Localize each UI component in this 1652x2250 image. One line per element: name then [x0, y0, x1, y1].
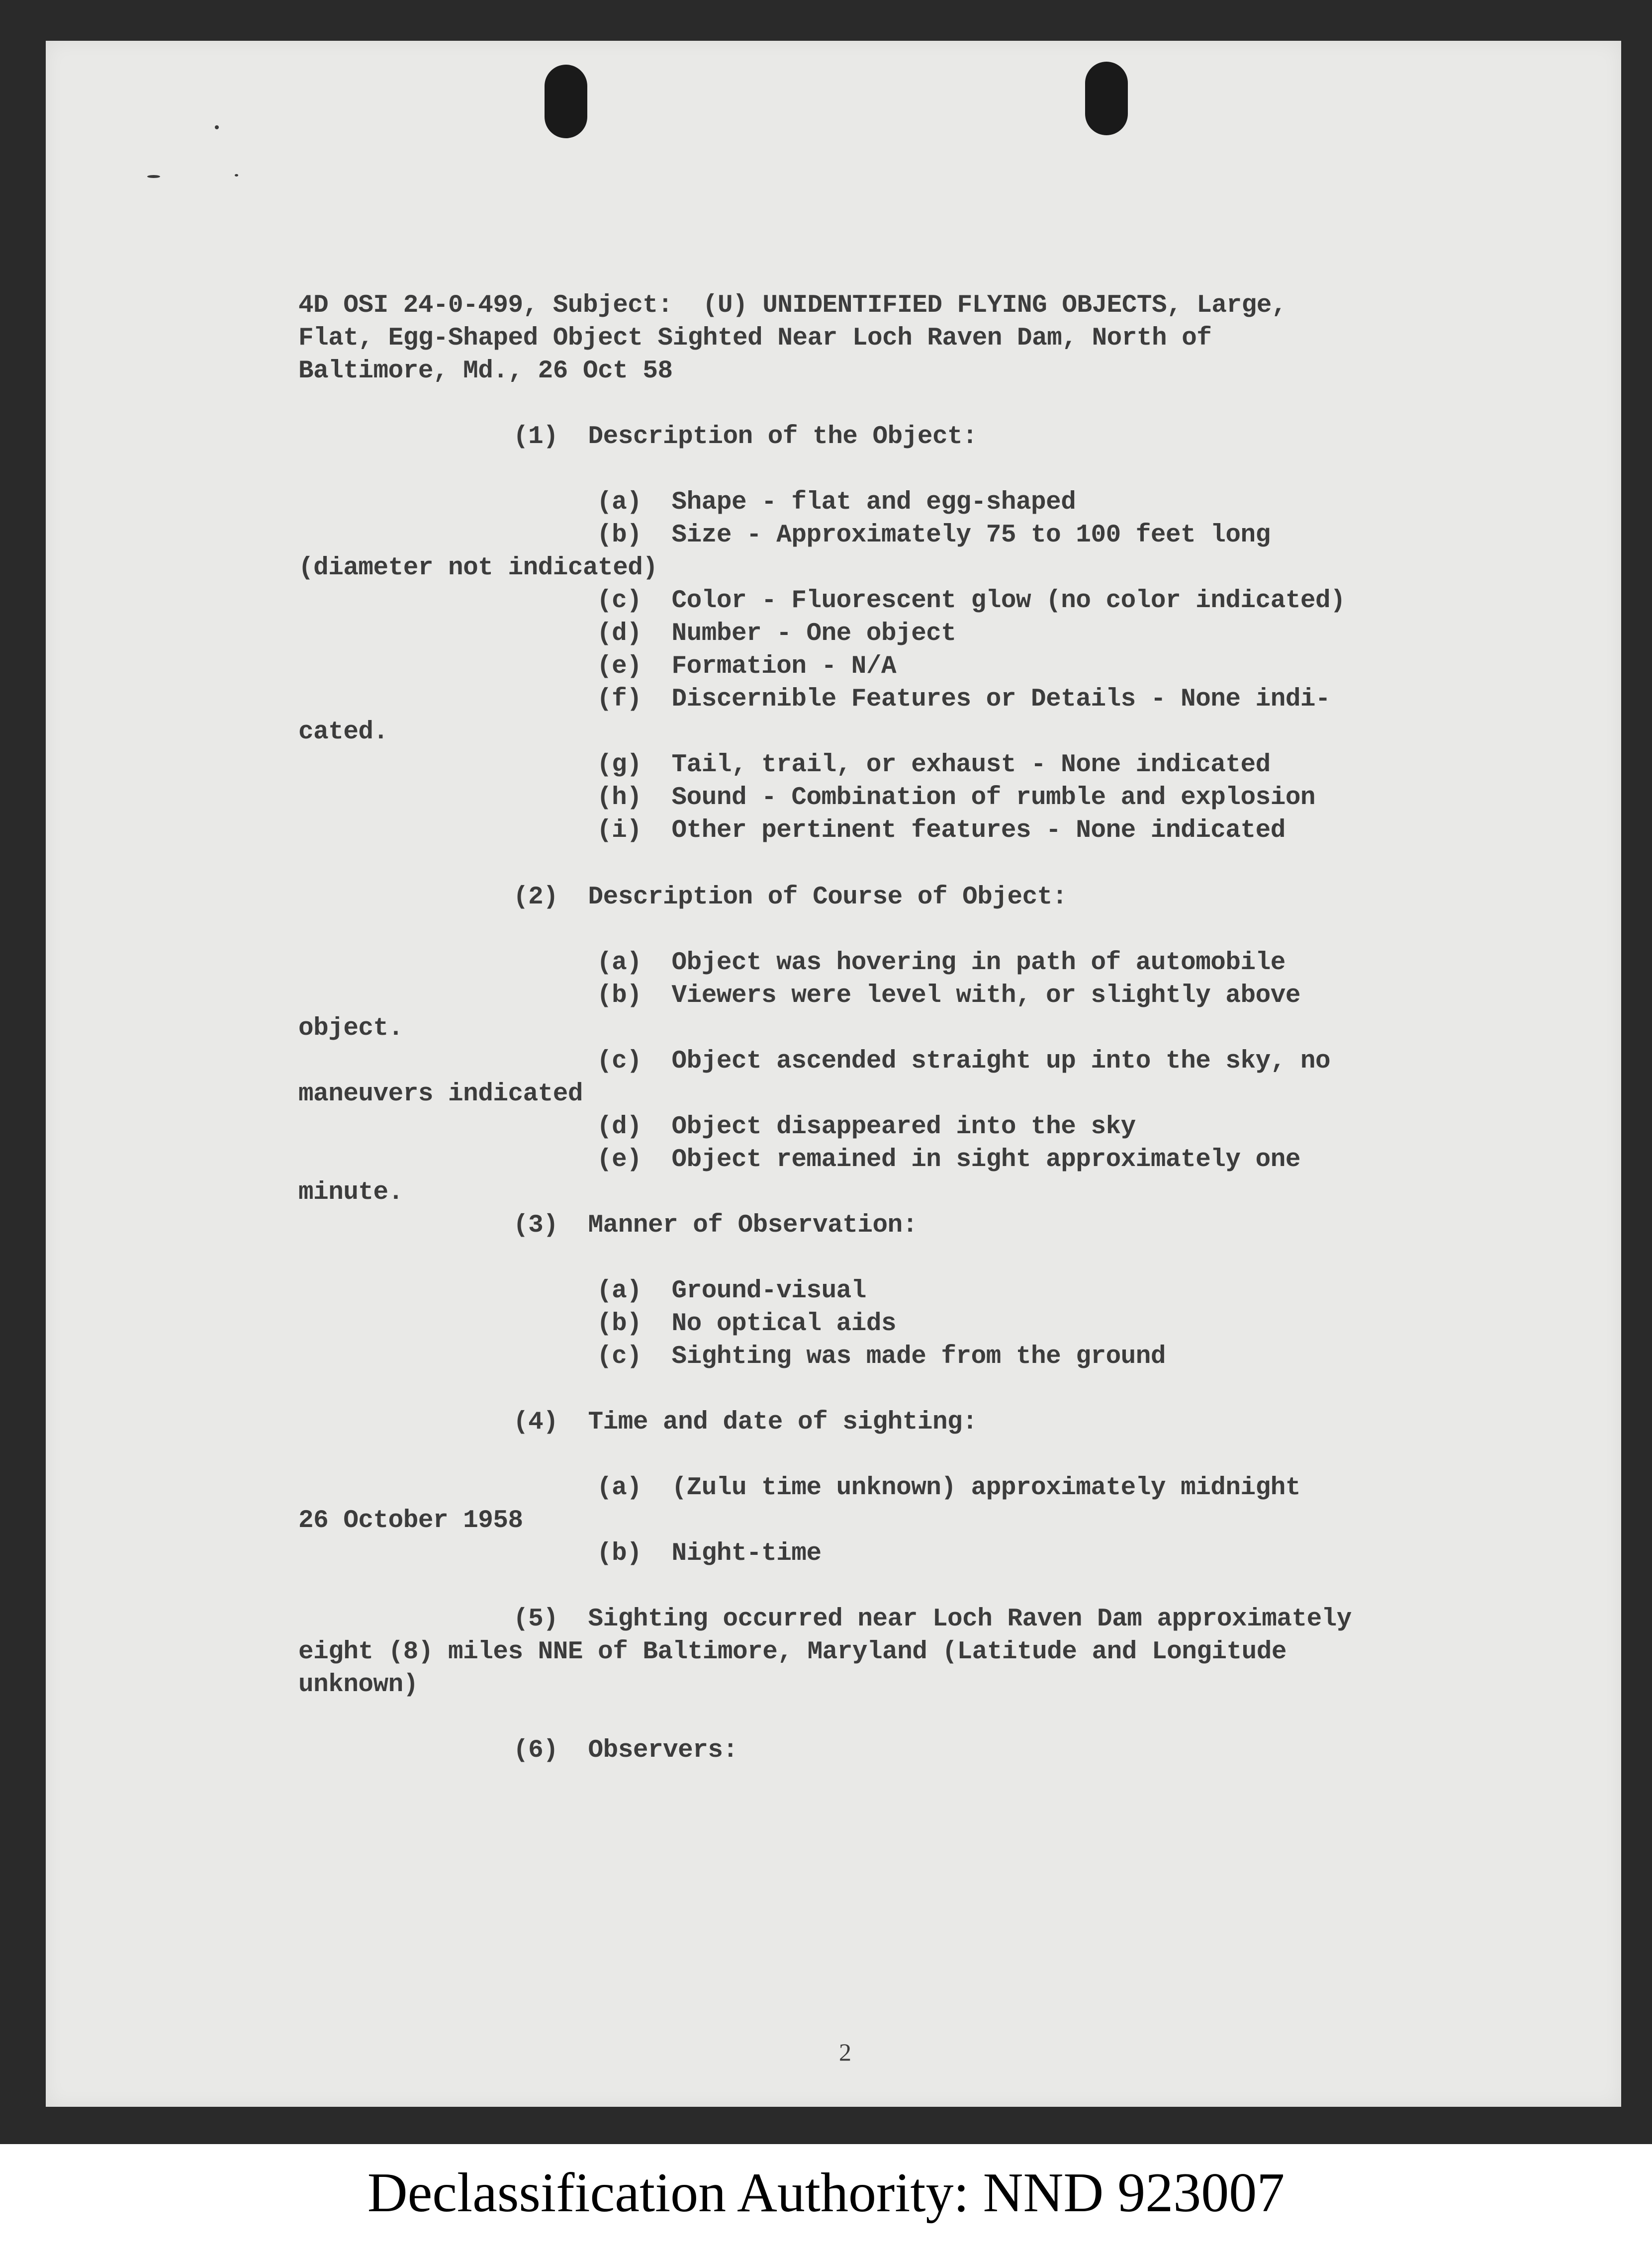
section-5-line-2: eight (8) miles NNE of Baltimore, Maryland (Latitude and Longitude: [298, 1638, 1286, 1666]
section-1-heading: (1) Description of the Object:: [513, 423, 978, 451]
s1-item-b: (b) Size - Approximately 75 to 100 feet long: [597, 521, 1271, 549]
s1-item-c: (c) Color - Fluorescent glow (no color indicated): [597, 587, 1346, 615]
s2-item-b-cont: object.: [298, 1014, 403, 1043]
s1-item-b-cont: (diameter not indicated): [298, 554, 658, 582]
s2-item-c-cont: maneuvers indicated: [298, 1080, 583, 1108]
section-5-line-1: (5) Sighting occurred near Loch Raven Dam approximately: [513, 1605, 1352, 1633]
declassification-footer: Declassification Authority: NND 923007: [367, 2162, 1285, 2224]
binder-hole-right: [1085, 62, 1128, 135]
s1-item-a: (a) Shape - flat and egg-shaped: [597, 488, 1076, 517]
page-number: 2: [839, 2038, 851, 2066]
s4-item-a: (a) (Zulu time unknown) approximately midnight: [597, 1474, 1300, 1502]
header-line-3: Baltimore, Md., 26 Oct 58: [298, 357, 673, 385]
binder-hole-left: [545, 65, 587, 138]
s3-item-b: (b) No optical aids: [597, 1310, 897, 1338]
s2-item-d: (d) Object disappeared into the sky: [597, 1113, 1136, 1141]
paper-speck: [215, 125, 219, 129]
s2-item-e: (e) Object remained in sight approximately one: [597, 1146, 1300, 1174]
s2-item-b: (b) Viewers were level with, or slightly above: [597, 982, 1300, 1010]
s1-item-f: (f) Discernible Features or Details - None indi-: [597, 685, 1331, 714]
s2-item-e-cont: minute.: [298, 1178, 403, 1207]
header-line-1: 4D OSI 24-0-499, Subject: (U) UNIDENTIFIED FLYING OBJECTS, Large,: [298, 291, 1286, 320]
paper-speck: [235, 174, 238, 177]
s1-item-i: (i) Other pertinent features - None indicated: [597, 816, 1285, 845]
s2-item-c: (c) Object ascended straight up into the sky, no: [597, 1047, 1331, 1076]
header-line-2: Flat, Egg-Shaped Object Sighted Near Loch Raven Dam, North of: [298, 324, 1212, 353]
section-3-heading: (3) Manner of Observation:: [513, 1211, 918, 1240]
s1-item-d: (d) Number - One object: [597, 620, 956, 648]
s4-item-a-cont: 26 October 1958: [298, 1507, 523, 1535]
s2-item-a: (a) Object was hovering in path of automobile: [597, 949, 1285, 977]
s1-item-g: (g) Tail, trail, or exhaust - None indicated: [597, 751, 1271, 779]
section-2-heading: (2) Description of Course of Object:: [513, 883, 1067, 911]
document-page: [46, 41, 1621, 2107]
s1-item-e: (e) Formation - N/A: [597, 652, 897, 681]
s4-item-b: (b) Night-time: [597, 1539, 822, 1568]
section-4-heading: (4) Time and date of sighting:: [513, 1408, 978, 1437]
section-5-line-3: unknown): [298, 1671, 418, 1699]
s3-item-c: (c) Sighting was made from the ground: [597, 1343, 1166, 1371]
s1-item-h: (h) Sound - Combination of rumble and explosion: [597, 784, 1316, 812]
s3-item-a: (a) Ground-visual: [597, 1277, 866, 1305]
s1-item-f-cont: cated.: [298, 718, 388, 746]
paper-speck: [147, 175, 160, 178]
section-6-heading: (6) Observers:: [513, 1736, 738, 1765]
